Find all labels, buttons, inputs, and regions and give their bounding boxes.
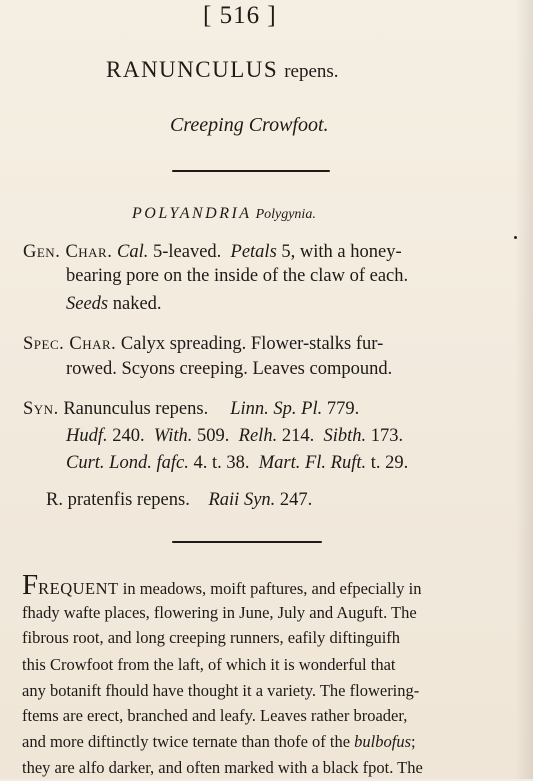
gen-seeds-term: Seeds xyxy=(66,294,109,314)
description-line-3: fibrous root, and long creeping runners, eafily diftinguifh xyxy=(22,628,401,647)
divider-rule-top xyxy=(172,170,330,172)
generic-character-line-2: bearing pore on the inside of the claw of each. xyxy=(66,266,409,286)
ink-speck xyxy=(514,236,517,239)
syn-ref: Linn. Sp. Pl. xyxy=(230,399,323,419)
description-line-7 xyxy=(22,729,416,755)
syn-num: 240. xyxy=(107,426,150,446)
gen-calyx-term: Cal. xyxy=(116,242,149,262)
generic-character-label: Gen. Char. xyxy=(23,242,113,262)
description-line-4: this Crowfoot from the laft, of which it is wonderful that xyxy=(22,655,396,674)
spec-text: Calyx spreading. Flower-stalks fur- xyxy=(116,334,384,354)
drop-cap: F xyxy=(22,569,39,601)
species-name: repens. xyxy=(284,61,339,82)
generic-character-line-3 xyxy=(66,292,162,316)
page-edge-shadow xyxy=(515,0,533,779)
syn-num: 4. t. 38. xyxy=(188,453,255,473)
syn-ref: Curt. Lond. fafc. xyxy=(66,453,189,473)
gen-text: naked. xyxy=(108,294,162,314)
desc-text: ; xyxy=(411,732,416,751)
species-ref: bulbofus xyxy=(354,732,412,751)
syn-ref: Mart. Fl. Ruft. xyxy=(258,453,367,473)
desc-text: and more diftinctly twice ternate than thofe of the xyxy=(22,732,355,751)
linnaean-class: POLYANDRIA xyxy=(132,205,252,222)
syn-num: t. 29. xyxy=(366,453,409,473)
page-number: [ 516 ] xyxy=(203,2,277,29)
syn-num: 509. xyxy=(192,426,235,446)
specific-character-label: Spec. Char. xyxy=(23,334,117,354)
syn-name: R. pratenfis repens. xyxy=(46,490,195,510)
syn-num: 173. xyxy=(366,426,404,446)
syn-name: Ranunculus repens. xyxy=(58,399,209,419)
syn-ref: With. xyxy=(153,426,193,446)
description-line-6: ftems are erect, branched and leafy. Leaves rather broader, xyxy=(22,706,408,725)
syn-num: 214. xyxy=(277,426,319,446)
syn-num: 779. xyxy=(322,399,360,419)
first-word: REQUENT xyxy=(38,579,119,598)
description-line-5: any botanift fhould have thought it a variety. The flowering- xyxy=(22,681,420,700)
linnaean-order: Polygynia. xyxy=(255,207,316,222)
syn-num: 247. xyxy=(275,490,313,510)
specific-character-line-2: rowed. Scyons creeping. Leaves compound. xyxy=(66,359,393,379)
classification-line xyxy=(132,205,316,223)
page-title xyxy=(106,57,339,83)
gen-petals-term: Petals xyxy=(230,242,277,262)
synonyms-line-3 xyxy=(66,451,408,475)
syn-ref: Raii Syn. xyxy=(208,490,276,510)
description-line-2: fhady wafte places, flowering in June, July and Auguft. The xyxy=(22,603,417,622)
description-line-1 xyxy=(22,569,422,602)
genus-name: RANUNCULUS xyxy=(106,57,279,82)
generic-character-line-1 xyxy=(23,240,402,264)
common-name: Creeping Crowfoot. xyxy=(170,114,329,136)
gen-text: 5, with a honey- xyxy=(276,242,402,262)
divider-rule-bottom xyxy=(172,541,322,543)
gen-text: 5-leaved. xyxy=(148,242,226,262)
syn-ref: Sibth. xyxy=(323,426,367,446)
specific-character-line-1 xyxy=(23,332,383,356)
syn-ref: Hudf. xyxy=(66,426,108,446)
desc-text: in meadows, moift paftures, and efpecially in xyxy=(118,579,422,598)
synonyms-line-1 xyxy=(23,397,359,421)
synonyms-line-2 xyxy=(66,424,403,448)
synonyms-label: Syn. xyxy=(23,399,59,419)
syn-ref: Relh. xyxy=(238,426,278,446)
synonyms-line-4 xyxy=(46,488,312,512)
description-line-8: they are alfo darker, and often marked with a black fpot. The xyxy=(22,758,423,777)
